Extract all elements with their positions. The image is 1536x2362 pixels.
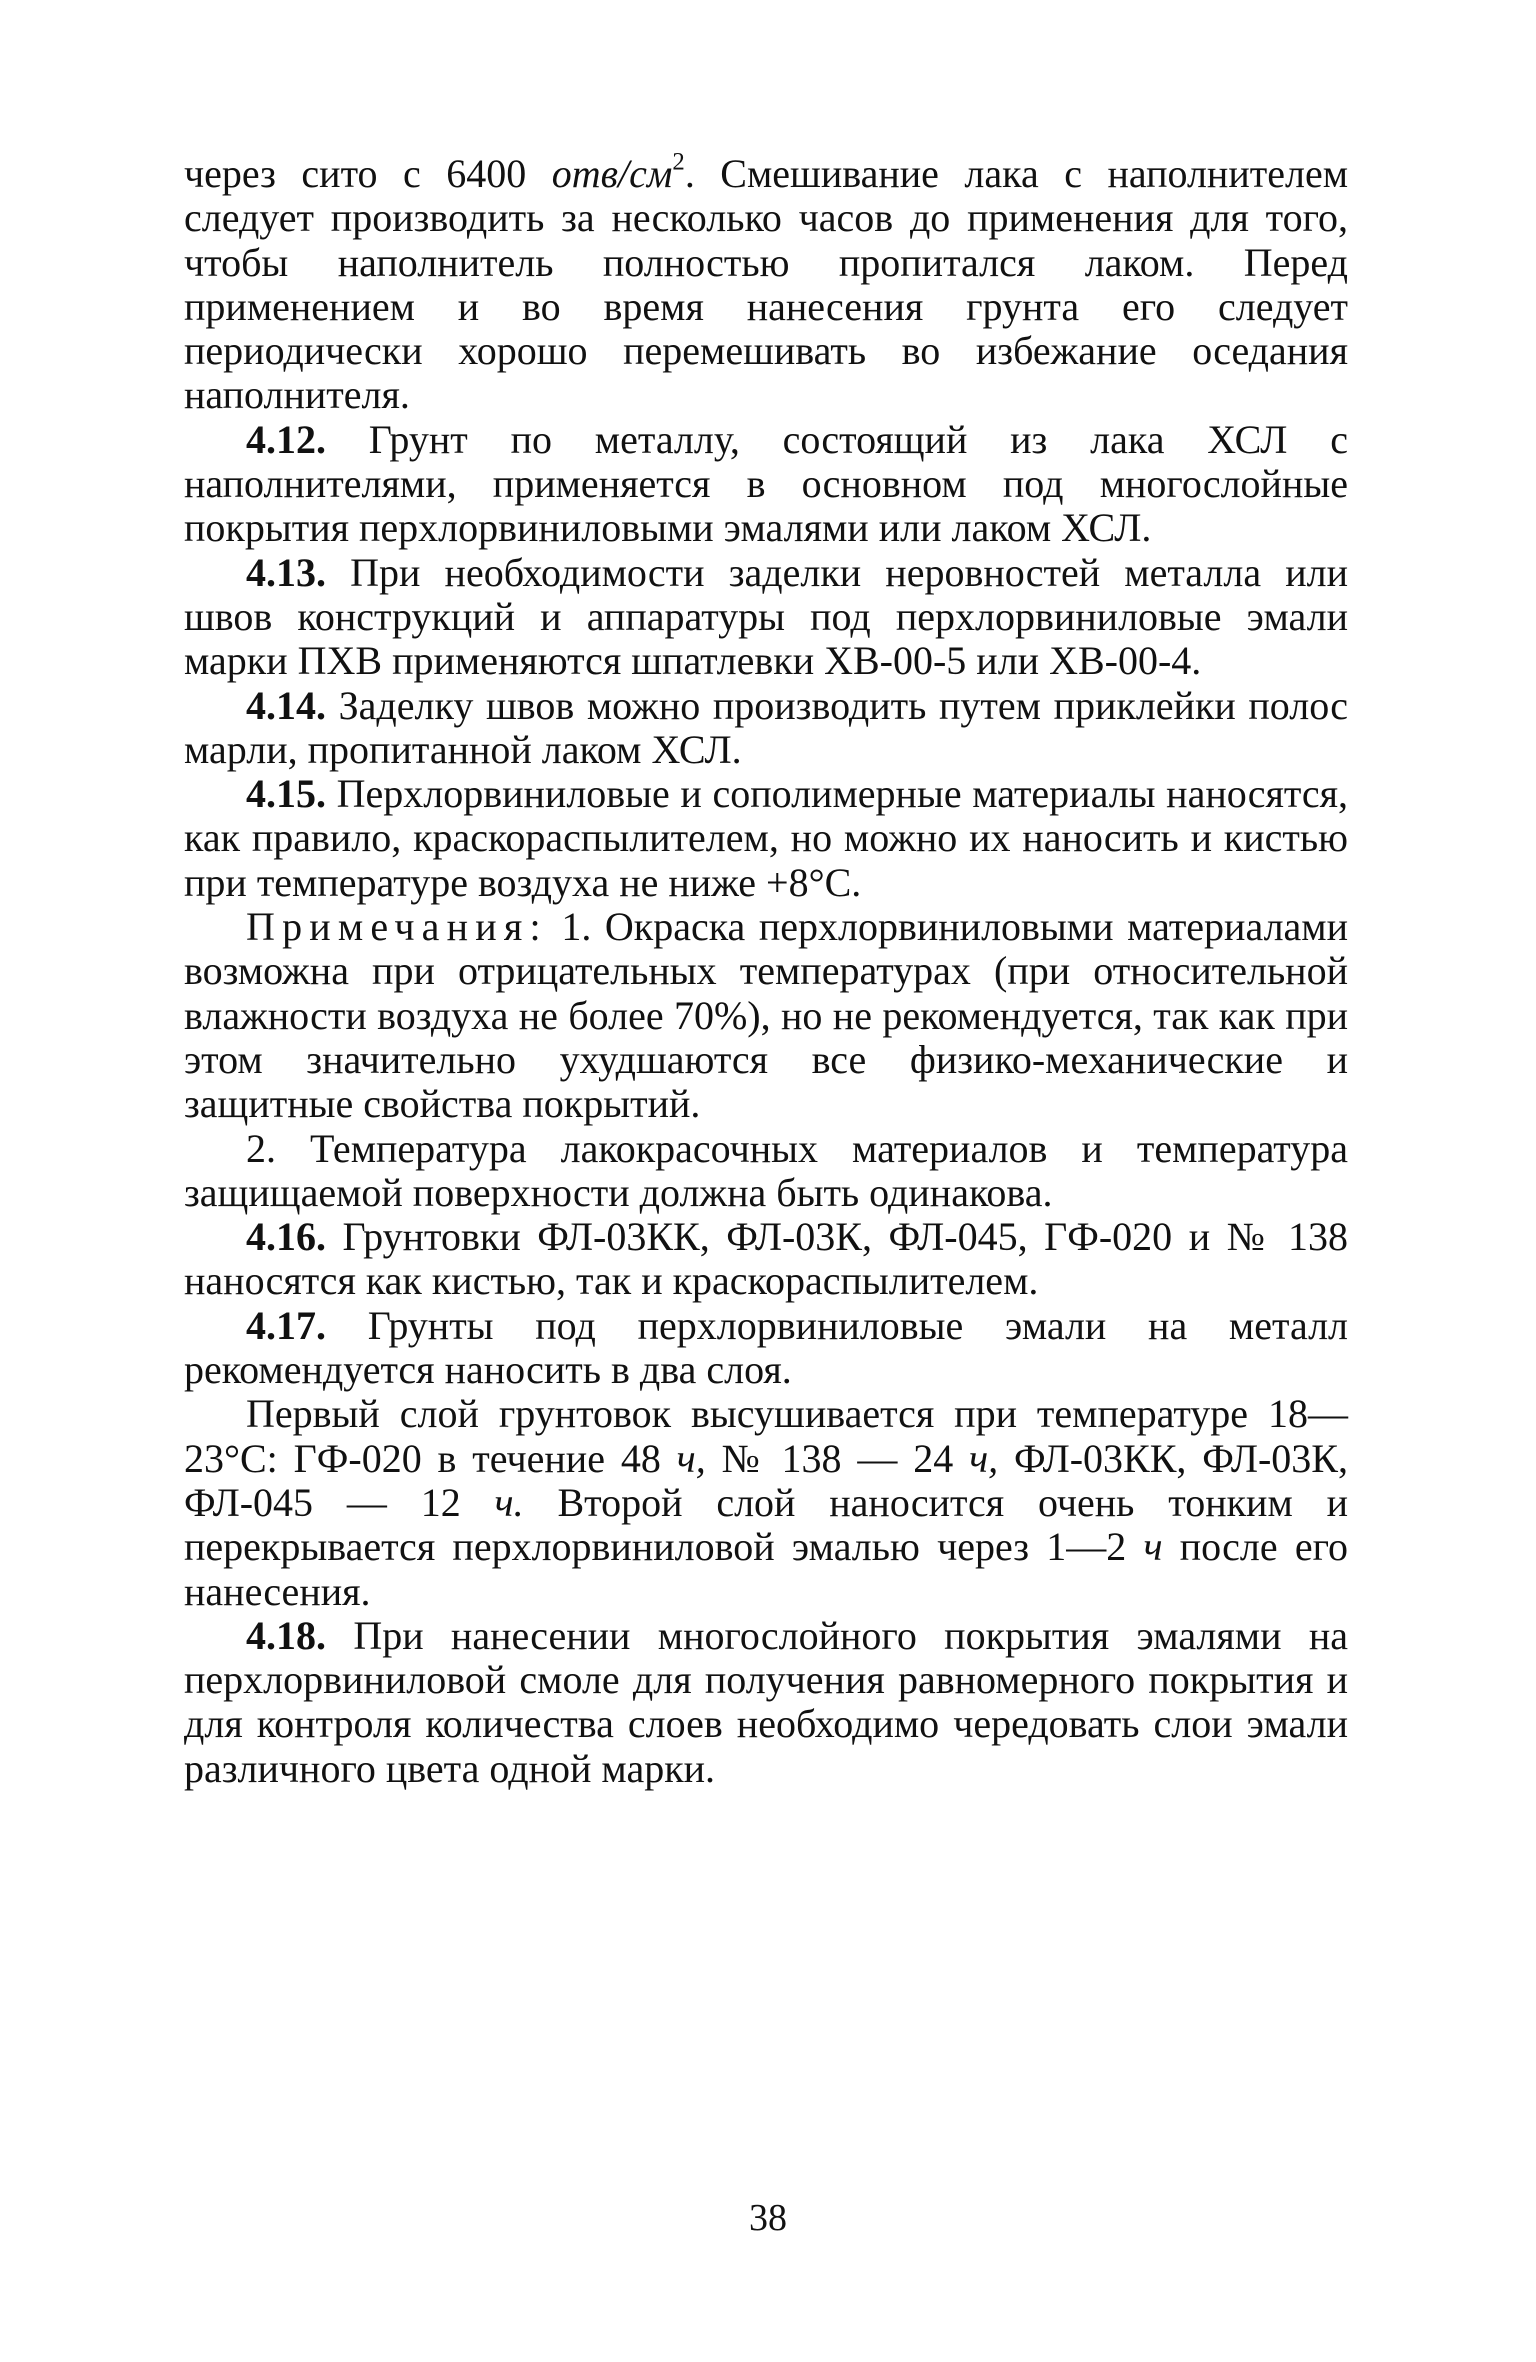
- note-2: 2. Температура лакокрасочных материалов и температура защищаемой поверхности должна быть одинакова.: [184, 1125, 1348, 1215]
- section-number: 4.13.: [246, 549, 326, 595]
- paragraph-continuation: через сито с 6400 отв/$см^2$. Смешивание лака с наполнителем следует производить за несколько часов до применения для того, чтобы наполнитель полностью пропитался лаком. Перед применением и во время нанесения грунта его следует периодически хорошо перемешивать во избежание оседания наполнителя.: [184, 148, 1349, 418]
- unit-holes-per-cm2: отв/см: [551, 151, 673, 196]
- section-number: 4.12.: [246, 416, 326, 462]
- section-number: 4.16.: [246, 1214, 326, 1260]
- section-number: 4.17.: [246, 1302, 326, 1348]
- paragraph-4-18: 4.18. При нанесении многослойного покрытия эмалями на перхлорвиниловой смоле для получения равномерного покрытия и для контроля количества слоев необходимо чередовать слои эмали различного цвета одной марки.: [184, 1612, 1348, 1791]
- paragraph-4-12: 4.12. Грунт по металлу, состоящий из лака ХСЛ с наполнителями, применяется в основном под многослойные покрытия перхлорвиниловыми эмалями или лаком ХСЛ.: [184, 416, 1348, 551]
- note-1: Примечания: 1. Окраска перхлорвиниловыми материалами возможна при отрицательных температурах (при относительной влажности воздуха не более 70%), но не рекомендуется, так как при этом значительно ухудшаются все физико-механические и защитные свойства покрытий.: [184, 904, 1348, 1127]
- paragraph-4-17: 4.17. Грунты под перхлорвиниловые эмали на металл рекомендуется наносить в два слоя.: [184, 1302, 1348, 1393]
- notes-label: Примечания:: [246, 904, 548, 950]
- body-text: [184, 148, 1349, 1791]
- paragraph-4-16: 4.16. Грунтовки ФЛ-03КК, ФЛ-03К, ФЛ-045, ГФ-020 и № 138 наносятся как кистью, так и краскораспылителем.: [184, 1214, 1348, 1304]
- section-number: 4.14.: [246, 682, 326, 728]
- section-number: 4.18.: [246, 1612, 326, 1658]
- section-number: 4.15.: [246, 771, 326, 817]
- paragraph-4-13: 4.13. При необходимости заделки неровностей металла или швов конструкций и аппаратуры под перхлорвиниловые эмали марки ПХВ применяются шпатлевки ХВ-00-5 или ХВ-00-4.: [184, 549, 1348, 684]
- paragraph-4-15: 4.15. Перхлорвиниловые и сополимерные материалы наносятся, как правило, краскораспылителем, но можно их наносить и кистью при температуре воздуха не ниже +8°С.: [184, 771, 1348, 905]
- superscript: 2: [672, 148, 685, 176]
- paragraph-4-17-drying: Первый слой грунтовок высушивается при температуре 18—23°С: ГФ-020 в течение 48 ч, № 138 — 24 ч, ФЛ-03КК, ФЛ-03К, ФЛ-045 — 12 ч. Второй слой наносится очень тонким и перекрывается перхлорвиниловой эмалью через 1—2 ч после его нанесения.: [184, 1391, 1348, 1614]
- page-number: 38: [749, 2197, 787, 2239]
- paragraph-4-14: 4.14. Заделку швов можно производить путем приклейки полос марли, пропитанной лаком ХСЛ.: [184, 682, 1348, 772]
